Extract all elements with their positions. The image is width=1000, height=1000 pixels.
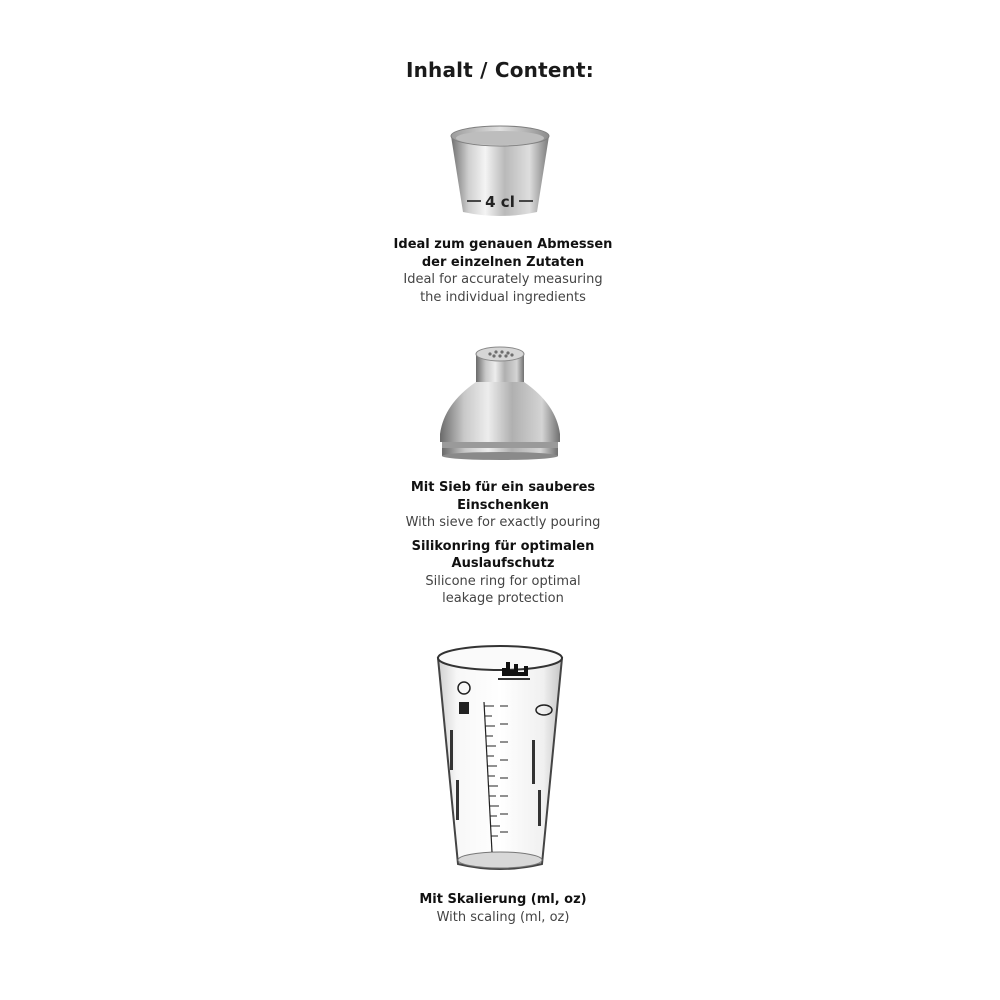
caption-en-line: Silicone ring for optimal [425,573,581,589]
mixing-glass-caption [0,891,1000,926]
caption-de-line: Ideal zum genauen Abmessen [393,237,613,252]
strainer-lid-image [434,342,566,464]
caption-en-line: leakage protection [442,591,564,606]
caption-de-line: der einzelnen Zutaten [421,254,585,270]
mixing-glass-image [434,640,566,876]
measuring-cup-caption [0,236,1000,306]
caption-de-line: Silikonring für optimalen [411,538,595,554]
measuring-cup-image [445,122,555,222]
strainer-lid-caption [0,479,1000,608]
caption-de-line: Mit Sieb für ein sauberes [410,480,596,495]
caption-de-line: Mit Skalierung (ml, oz) [419,892,587,907]
page-title: Inhalt / Content: [405,58,595,82]
caption-en-line: Ideal for accurately measuring [403,272,603,287]
caption-de-line: Einschenken [457,497,549,513]
cup-volume-label: 4 cl [485,193,515,211]
caption-en-line: With scaling (ml, oz) [436,909,570,925]
caption-en-line: With sieve for exactly pouring [405,515,601,530]
caption-en-line: the individual ingredients [420,289,586,305]
caption-de-line: Auslaufschutz [451,556,555,571]
